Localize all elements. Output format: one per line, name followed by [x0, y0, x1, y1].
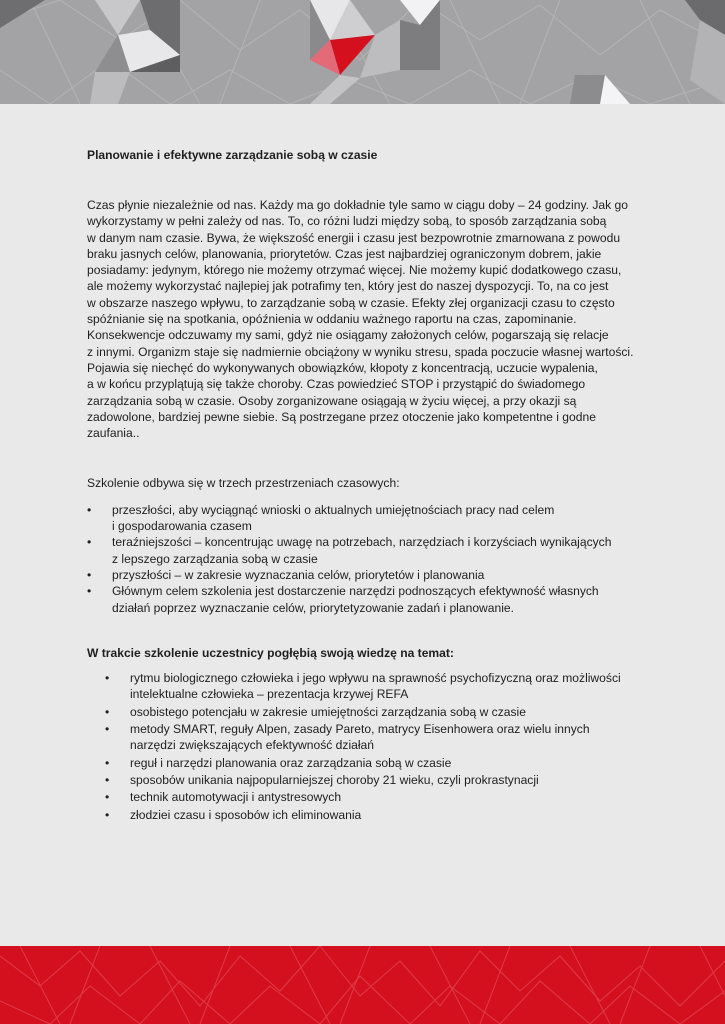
list-item-line: • przyszłości – w zakresie wyznaczania celów, priorytetów i planowania: [112, 567, 485, 582]
list-item-line: • złodziei czasu i sposobów ich eliminowania: [130, 807, 362, 822]
intro-line: w danym nam czasie. Bywa, że większość energii i czasu jest bezpowrotnie zmarnowana z powodu: [87, 230, 621, 245]
intro-line: zarządzania sobą w czasie. Osoby zorganizowane osiągają w życiu więcej, a przy okazji są: [87, 393, 577, 408]
geometric-pattern-footer: [0, 946, 725, 1024]
intro-line: Pojawia się niechęć do wykonywanych obowiązków, kłopoty z koncentracją, uczucie wypalenia,: [87, 360, 598, 375]
intro-paragraph: [87, 197, 643, 441]
list-item: [87, 704, 643, 720]
section2-heading: W trakcie szkolenie uczestnicy pogłębią swoją wiedzę na temat:: [87, 645, 454, 660]
list-item: [87, 670, 643, 703]
list-item-line: działań poprzez wyznaczanie celów, priorytetyzowanie zadań i planowanie.: [112, 600, 515, 615]
intro-line: a w końcu przyplątują się także choroby. Czas powiedzieć STOP i przystąpić do świadomego: [87, 377, 586, 392]
list-item: [87, 789, 643, 805]
list-item-line: • sposobów unikania najpopularniejszej choroby 21 wieku, czyli prokrastynacji: [130, 772, 539, 787]
list-item-line: • metody SMART, reguły Alpen, zasady Pareto, matrycy Eisenhowera oraz wielu innych: [130, 722, 590, 737]
section1-heading: Szkolenie odbywa się w trzech przestrzeniach czasowych:: [87, 476, 400, 491]
list-item-line: • przeszłości, aby wyciągnąć wnioski o aktualnych umiejętnościach pracy nad celem: [112, 502, 555, 517]
intro-line: Konsekwencje odczuwamy my sami, gdyż nie osiągamy założonych celów, pogarszają się relacje: [87, 328, 609, 343]
list-item-line: • osobistego potencjału w zakresie umiejętności zarządzania sobą w czasie: [130, 704, 526, 719]
document-body: [87, 147, 643, 823]
intro-line: w obszarze naszego wpływu, to zarządzanie sobą w czasie. Efekty złej organizacji czasu to często: [87, 295, 615, 310]
section1-list: [87, 502, 643, 616]
list-item: [87, 721, 643, 754]
intro-line: zadowolone, bardziej pewne siebie. Są postrzegane przez otoczenie jako kompetentne i godne: [87, 409, 596, 424]
intro-line: z innymi. Organizm staje się nadmiernie obciążony w wyniku stresu, spada poczucie własnej wartości.: [87, 344, 634, 359]
list-item-line: • technik automotywacji i antystresowych: [130, 790, 342, 805]
intro-line: posiadamy: jedynym, którego nie możemy otrzymać więcej. Nie możemy kupić dodatkowego czasu,: [87, 263, 622, 278]
list-item: [87, 583, 643, 616]
list-item: [87, 807, 643, 823]
list-item: [87, 755, 643, 771]
list-item-line: • Głównym celem szkolenia jest dostarczenie narzędzi podnoszących efektywność własnych: [112, 584, 599, 599]
list-item-line: narzędzi zwiększających efektywność działań: [130, 738, 375, 753]
header-decorative-band: [0, 0, 725, 104]
intro-line: ale możemy wykorzystać najlepiej jak potrafimy ten, który jest do naszej dyspozycji. To, na co jest: [87, 279, 609, 294]
intro-line: braku jasnych celów, planowania, priorytetów. Czas jest najbardziej ograniczonym dobrem, jakie: [87, 246, 602, 261]
list-item: [87, 772, 643, 788]
list-item-line: z lepszego zarządzania sobą w czasie: [112, 551, 318, 566]
list-item: [87, 502, 643, 535]
intro-line: spóźnianie się na spotkania, opóźnienia w oddaniu ważnego raportu na czas, zapominanie.: [87, 312, 577, 327]
geometric-pattern-header: [0, 0, 725, 104]
intro-line: Czas płynie niezależnie od nas. Każdy ma go dokładnie tyle samo w ciągu doby – 24 godziny. Jak go: [87, 198, 628, 212]
list-item-line: • rytmu biologicznego człowieka i jego wpływu na sprawność psychofizyczną oraz możliwości: [130, 671, 621, 686]
list-item: [87, 534, 643, 567]
list-item: [87, 567, 643, 583]
intro-line: zaufania..: [87, 426, 140, 441]
list-item-line: • teraźniejszości – koncentrując uwagę na potrzebach, narzędziach i korzyściach wynikających: [112, 535, 612, 550]
list-item-line: • reguł i narzędzi planowania oraz zarządzania sobą w czasie: [130, 755, 452, 770]
list-item-line: intelektualne człowieka – prezentacja krzywej REFA: [130, 687, 409, 702]
footer-decorative-band: [0, 946, 725, 1024]
list-item-line: i gospodarowania czasem: [112, 519, 252, 534]
intro-line: wykorzystamy w pełni zależy od nas. To, co różni ludzi między sobą, to sposób zarządzania sobą: [87, 214, 607, 229]
section2-list: [87, 670, 643, 823]
document-title: Planowanie i efektywne zarządzanie sobą w czasie: [87, 148, 378, 162]
